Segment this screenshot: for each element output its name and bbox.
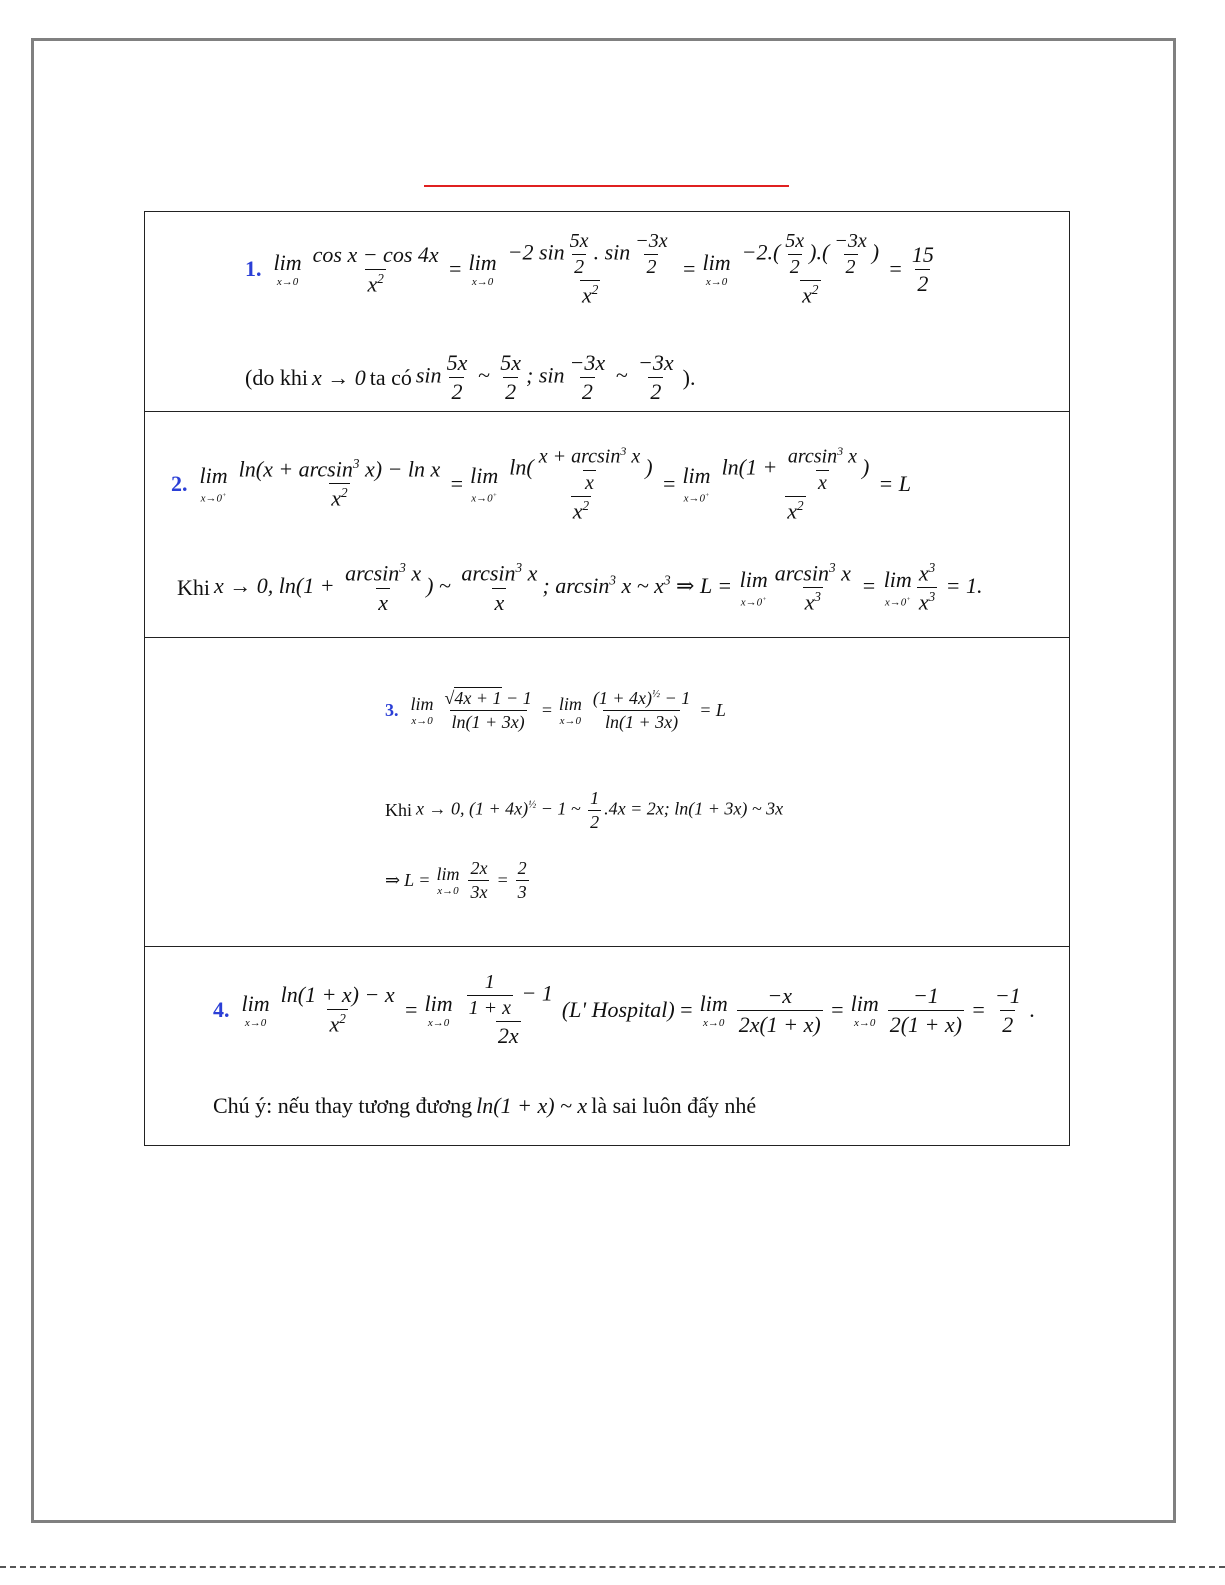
solutions-table: [144, 211, 1070, 1146]
problem-4-equation: 4. lim x→0 $\frac{\ln(1 + x) - x}{x^2}$ = lim x→0 $\frac{1}{1 + x}$ − 1 2x (L' Hospital) = lim x→0 $\frac{-x}{2x(1 + x)}$ = lim x→0 $\frac{-1}{2(1 + x)}$ = $\frac{-1}{2}$ .: [213, 971, 1036, 1048]
page-bottom-rule: [0, 1566, 1225, 1568]
problem-1-equation: 1. lim x→0 $\frac{\text{cos x − cos 4x}}{x^2}$ = lim x→0 −2 sin $\frac{5x}{2}$ . sin $\frac{-3x}{2}$ $x^2$ = lim x→0 −2.( $\frac{5x}{2}$ ).( $\frac{-3x}{2}$ ) $x^2$ = $\frac{15}{2}$: [245, 230, 934, 308]
problem-number: 3.: [385, 700, 399, 720]
problem-4-note: Chú ý: nếu thay tương đương ln(1 + x) ~ x là sai luôn đấy nhé: [213, 1093, 757, 1118]
problem-2-equation: 2. lim x→0+ $\frac{\ln(x + \arcsin^3 x) - \ln x}{x^2}$ = lim x→0+ ln( $\frac{x + \arcsin^3 x}{x}$ ) $x^2$ = lim x→0+ ln(1 + $\frac{\arcsin^3 x}{x}$ ) $x^2$ = L: [171, 444, 911, 523]
problem-1-row: [145, 212, 1069, 412]
problem-2-row: [145, 412, 1069, 638]
problem-2-note: Khi x → 0, ln(1 + $\frac{\arcsin^3 x}{x}$ ) ~ $\frac{\arcsin^3 x}{x}$ ; $\arcsin^3 x$ ~ $x^3$ ⇒ L = lim x→0+ $\frac{\arcsin^3 x}{x^3}$ = lim x→0+ $\frac{x^3}{x^3}$ = 1.: [177, 560, 983, 615]
problem-number: 2.: [171, 470, 188, 496]
problem-1-note: (do khi x → 0 ta có sin $\frac{5x}{2}$ ~ $\frac{5x}{2}$ ; sin $\frac{-3x}{2}$ ~ $\frac{-3x}{2}$ ).: [245, 350, 696, 404]
problem-3-equation: 3. lim x→0 $\frac{√4x + 1 - 1}{\ln(1 + 3x)}$ = lim x→0 $\frac{(1 + 4x)^{\frac{1}{2}} - 1}{\ln(1 + 3x)}$ = L: [385, 688, 726, 732]
title-underline: [424, 185, 789, 187]
problem-number: 1.: [245, 256, 262, 282]
problem-4-row: [145, 947, 1069, 1145]
problem-3-result: ⇒ L = lim x→0 $\frac{2x}{3x}$ = $\frac{2}{3}$: [385, 858, 527, 902]
problem-3-row: [145, 638, 1069, 947]
problem-number: 4.: [213, 997, 230, 1022]
problem-3-note: Khi x → 0, $(1 + 4x)^{\frac{1}{2}} - 1$ ~ $\frac{1}{2}$ .4x = 2x; ln(1 + 3x) ~ 3x: [385, 788, 784, 832]
